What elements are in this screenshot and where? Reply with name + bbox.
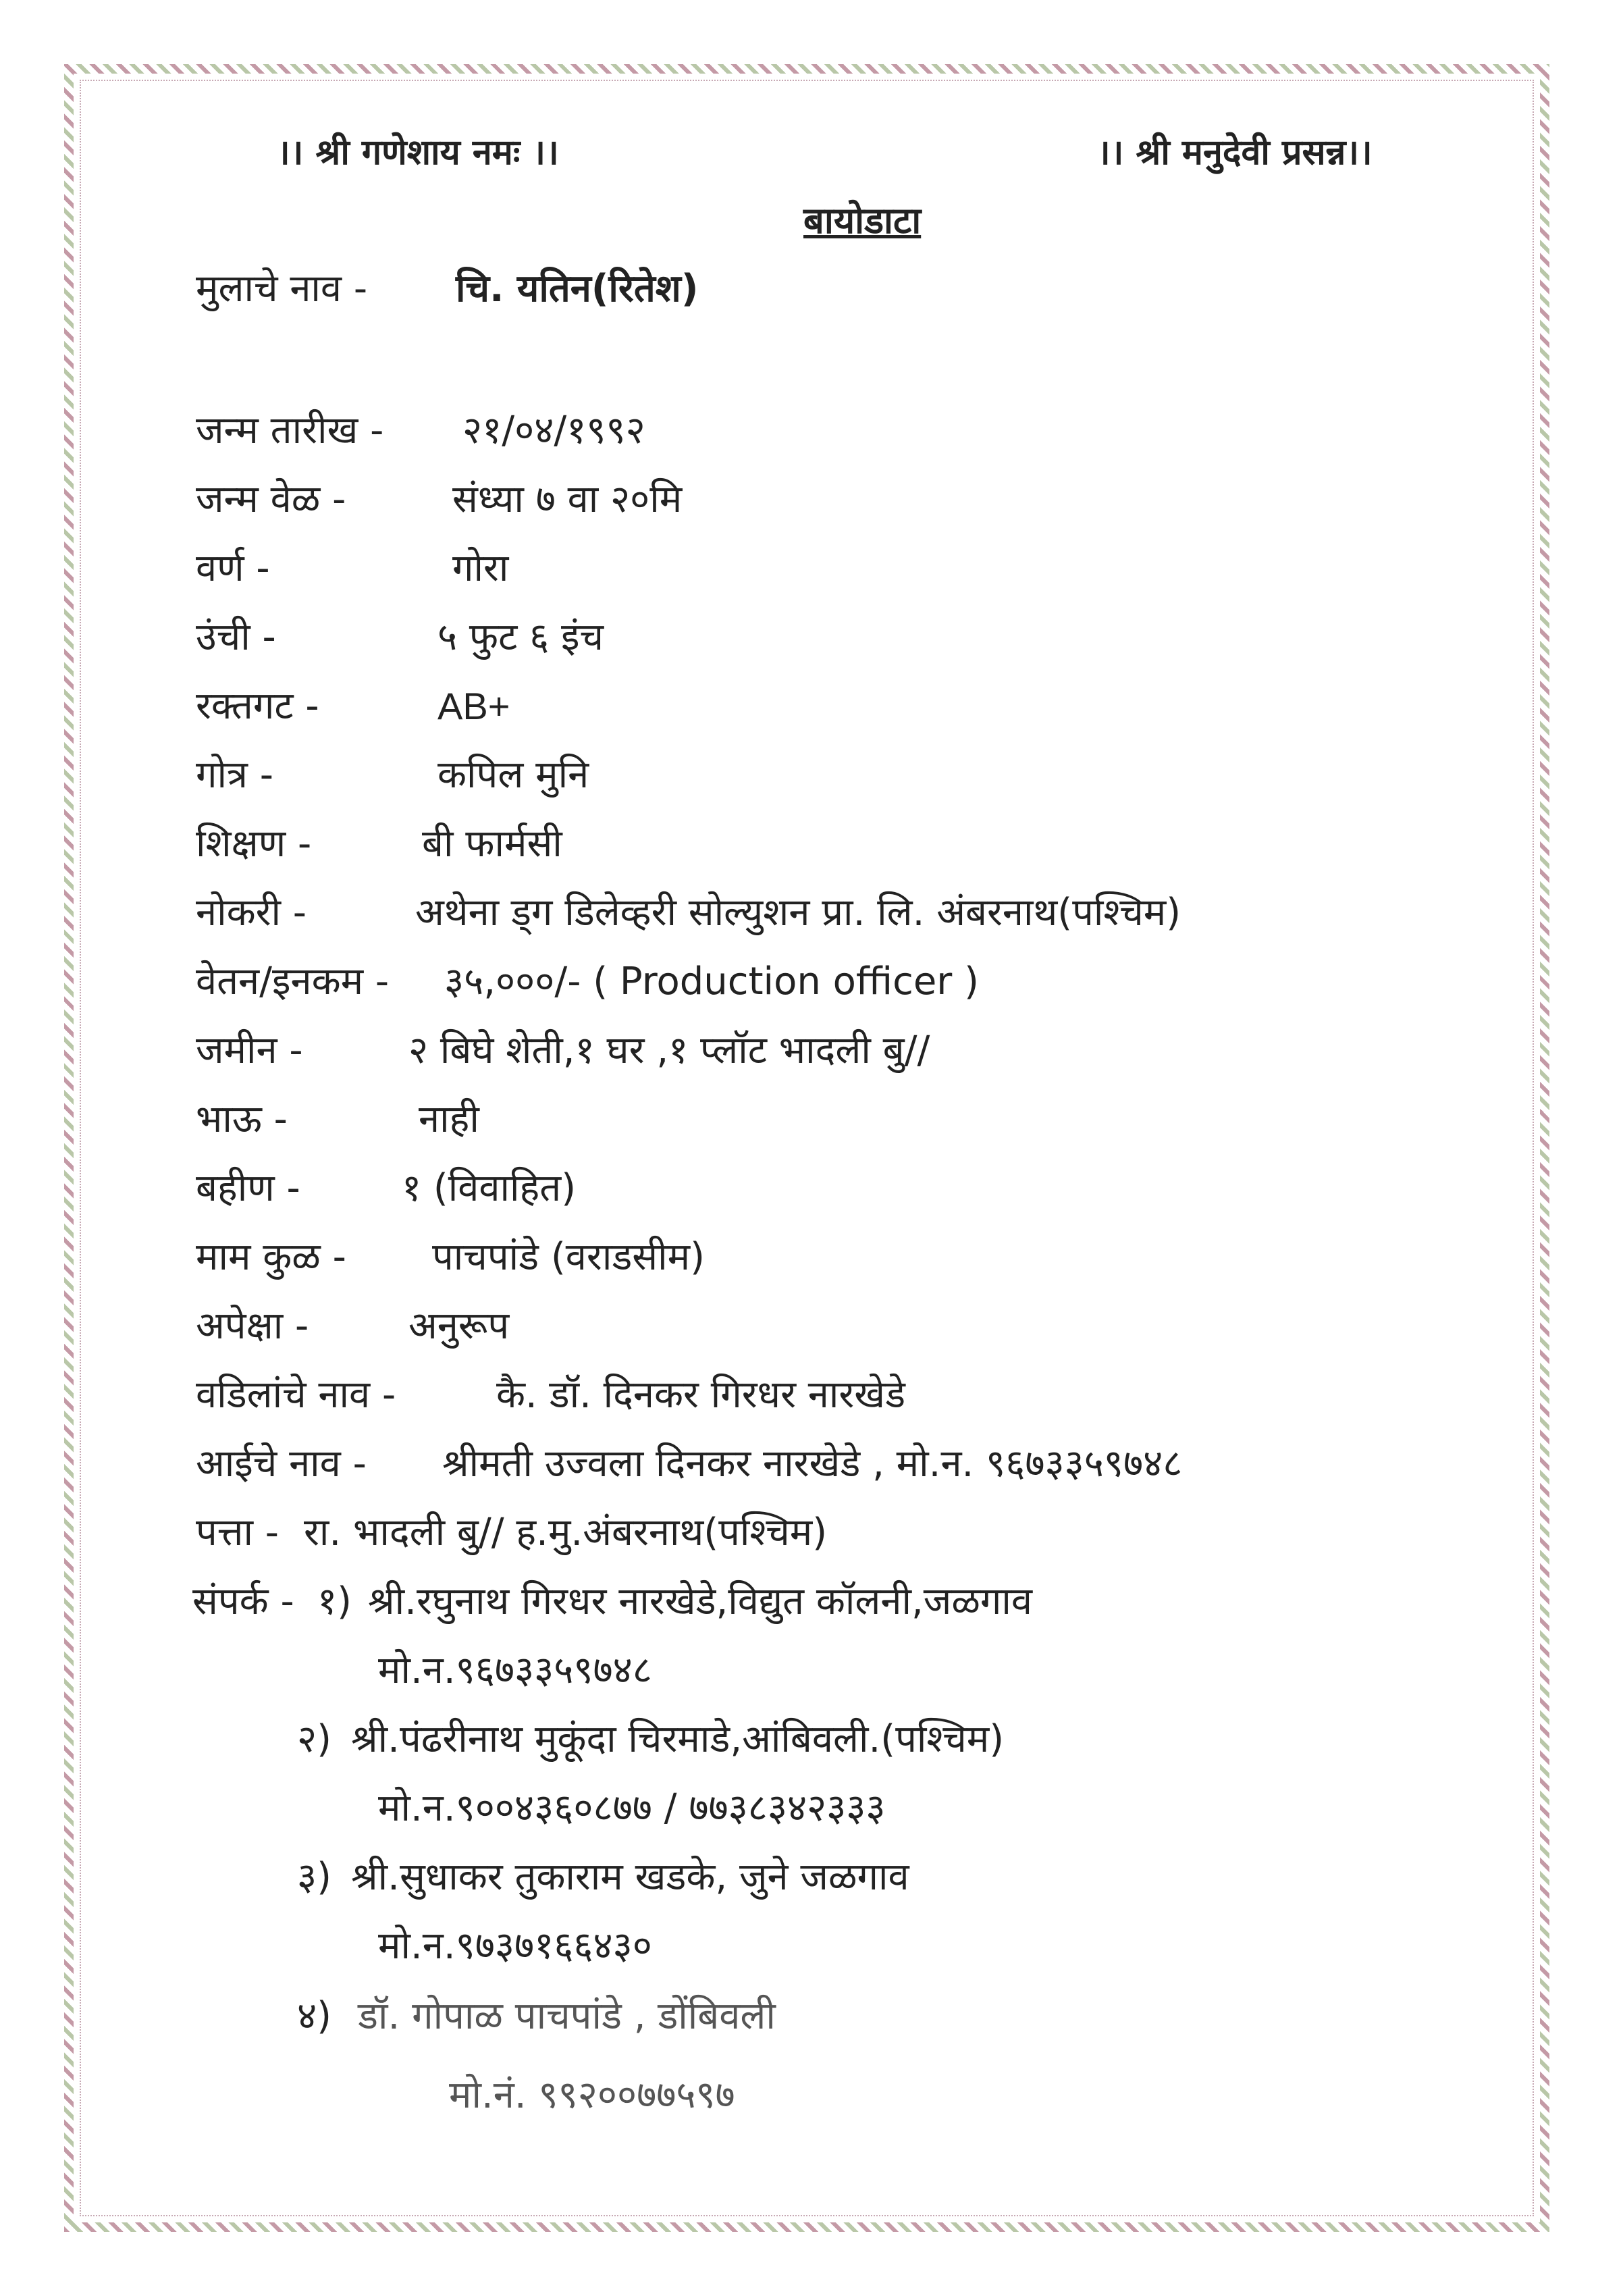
field-value-brother: नाही [419,1097,479,1141]
field-label-name: मुलाचे नाव - [196,267,368,311]
field-value-sister: १ (विवाहित) [402,1166,577,1210]
field-label-blood-group: रक्तगट - [196,684,319,728]
field-value-job: अथेना ड्ग डिलेव्हरी सोल्युशन प्रा. लि. अंबरनाथ(पश्चिम) [415,891,1181,935]
field-value-education: बी फार्मसी [422,822,562,866]
contact-label: संपर्क - [192,1580,294,1623]
field-value-address: रा. भादली बु// ह.मु.अंबरनाथ(पश्चिम) [304,1511,828,1555]
field-value-birth-time: संध्या ७ वा २०मि [452,477,683,521]
field-value-name: चि. यतिन(रितेश) [456,267,699,311]
field-value-mother-name: श्रीमती उज्वला दिनकर नारखेडे , मो.न. ९६७३३५९७४८ [442,1442,1183,1486]
field-value-blood-group: AB+ [437,685,510,727]
contact-4-phone: मो.नं. ९९२००७७५९७ [449,2073,735,2117]
contact-4-number: ४) [297,1994,331,2038]
field-label-job: नोकरी - [196,891,307,935]
field-label-land: जमीन - [196,1028,303,1072]
contact-1-phone: मो.न.९६७३३५९७४८ [378,1648,652,1692]
contact-2-name: श्री.पंढरीनाथ मुकूंदा चिरमाडे,आंबिवली.(पश्चिम) [351,1717,1005,1761]
contact-1-name: श्री.रघुनाथ गिरधर नारखेडे,विद्युत कॉलनी,जळगाव [368,1580,1033,1623]
field-label-gotra: गोत्र - [196,753,273,797]
field-value-birth-date: २१/०४/१९९२ [462,409,645,452]
field-label-birth-date: जन्म तारीख - [196,409,384,452]
field-value-salary: ३५,०००/- ( Production officer ) [444,960,979,1003]
contact-3-name: श्री.सुधाकर तुकाराम खडके, जुने जळगाव [351,1855,909,1899]
field-value-complexion: गोरा [452,546,509,590]
contact-1-number: १) [317,1580,352,1623]
field-label-father-name: वडिलांचे नाव - [196,1373,396,1417]
field-label-sister: बहीण - [196,1166,300,1210]
field-label-education: शिक्षण - [196,822,312,866]
field-label-brother: भाऊ - [196,1097,288,1141]
field-value-land: २ बिघे शेती,१ घर ,१ प्लॉट भादली बु// [408,1028,930,1072]
field-label-salary: वेतन/इनकम - [196,960,390,1003]
contact-2-phone: मो.न.९००४३६०८७७ / ७७३८३४२३३३ [378,1786,886,1830]
contact-3-phone: मो.न.९७३७१६६४३० [378,1924,652,1968]
field-label-birth-time: जन्म वेळ - [196,477,346,521]
field-value-gotra: कपिल मुनि [437,753,589,797]
contact-4-name: डॉ. गोपाळ पाचपांडे , डोंबिवली [358,1994,776,2038]
field-value-height: ५ फुट ६ इंच [437,615,604,659]
field-value-father-name: कै. डॉ. दिनकर गिरधर नारखेडे [496,1373,906,1417]
field-value-maternal-family: पाचपांडे (वराडसीम) [432,1235,705,1279]
field-label-height: उंची - [196,615,276,659]
document-title: बायोडाटा [803,199,922,242]
field-label-complexion: वर्ण - [196,546,270,590]
field-label-expectation: अपेक्षा - [196,1304,309,1348]
contact-3-number: ३) [297,1855,331,1899]
field-label-maternal-family: माम कुळ - [196,1235,346,1279]
field-label-address: पत्ता - [196,1511,280,1555]
header-right-invocation: ।। श्री मनुदेवी प्रसन्न।। [1097,132,1373,173]
header-left-invocation: ।। श्री गणेशाय नमः ।। [277,132,559,173]
contact-2-number: २) [297,1717,331,1761]
field-label-mother-name: आईचे नाव - [196,1442,367,1486]
field-value-expectation: अनुरूप [408,1304,510,1348]
